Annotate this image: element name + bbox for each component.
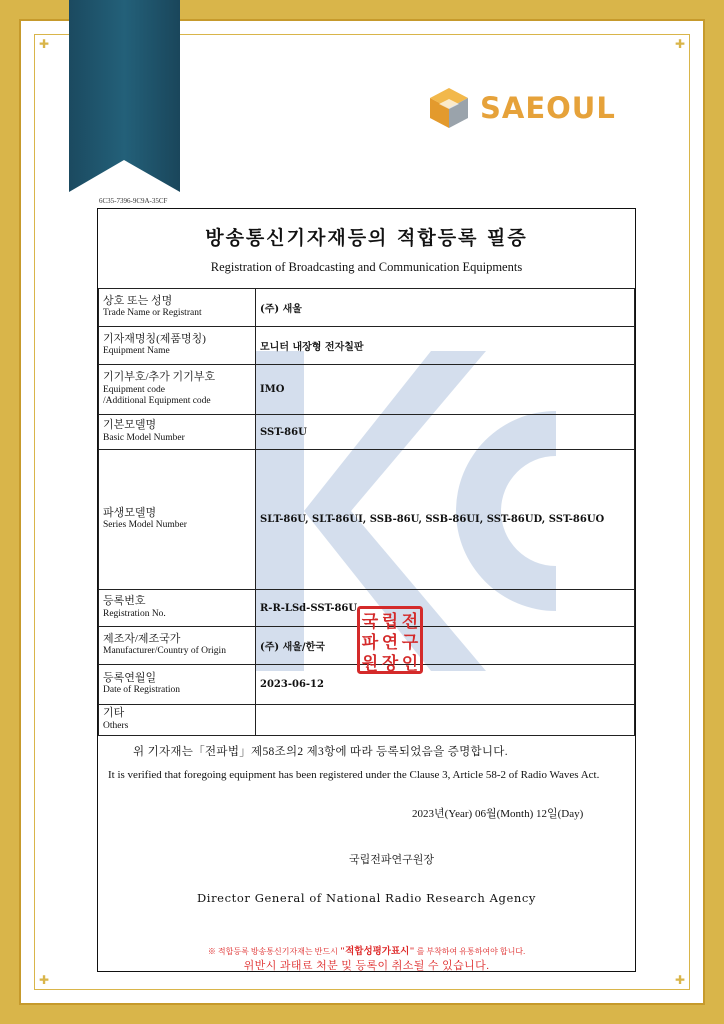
field-label bbox=[99, 450, 256, 590]
label-english: Others bbox=[103, 720, 129, 731]
svg-text:연: 연 bbox=[381, 633, 399, 653]
equipment-code-value: IMO bbox=[256, 365, 635, 415]
label-english: Equipment code bbox=[103, 384, 165, 395]
table-row bbox=[99, 365, 635, 415]
document-code: 6C35-7396-9C9A-35CF bbox=[99, 197, 168, 205]
equipment-name-value: 모니터 내장형 전자칠판 bbox=[256, 327, 635, 365]
svg-text:원: 원 bbox=[361, 654, 379, 674]
label-korean: 기자재명칭(제품명칭) bbox=[103, 332, 206, 345]
label-english: /Additional Equipment code bbox=[103, 396, 211, 407]
label-english: Registration No. bbox=[103, 608, 166, 619]
notice-line-2: 위반시 과태료 처분 및 등록이 취소될 수 있습니다. bbox=[243, 960, 490, 972]
corner-ornament: ✚ bbox=[674, 37, 686, 51]
basic-model-value: SST-86U bbox=[256, 415, 635, 450]
svg-text:구: 구 bbox=[401, 633, 419, 653]
notice-line-1 bbox=[98, 943, 635, 957]
svg-text:파: 파 bbox=[361, 633, 379, 653]
corner-ornament: ✚ bbox=[38, 37, 50, 51]
label-english: Trade Name or Registrant bbox=[103, 308, 202, 319]
issuer-korean: 국립전파연구원장 bbox=[349, 854, 435, 866]
trade-name-value: (주) 새울 bbox=[256, 289, 635, 327]
label-korean: 등록번호 bbox=[103, 595, 146, 608]
label-english: Series Model Number bbox=[103, 520, 187, 531]
notice-suffix: 를 부착하여 유통하여야 합니다. bbox=[416, 947, 526, 956]
company-logo bbox=[426, 84, 626, 132]
svg-text:장: 장 bbox=[381, 654, 399, 674]
table-row bbox=[99, 289, 635, 327]
table-row bbox=[99, 450, 635, 590]
svg-text:인: 인 bbox=[401, 654, 419, 674]
label-korean: 상호 또는 성명 bbox=[103, 294, 173, 307]
label-korean: 기기부호/추가 기기부호 bbox=[103, 370, 216, 383]
corner-ornament: ✚ bbox=[674, 973, 686, 987]
certificate-body bbox=[97, 208, 636, 972]
svg-text:립: 립 bbox=[381, 612, 399, 632]
registration-number-value: R-R-LSd-SST-86U bbox=[256, 590, 635, 627]
label-korean: 기본모델명 bbox=[103, 419, 157, 432]
others-value bbox=[256, 705, 635, 736]
field-label bbox=[99, 705, 256, 736]
table-row bbox=[99, 327, 635, 365]
registration-date-value: 2023-06-12 bbox=[256, 665, 635, 705]
statement-korean: 위 기자재는「전파법」제58조의2 제3항에 따라 등록되었음을 증명합니다. bbox=[133, 746, 508, 758]
corner-ornament: ✚ bbox=[38, 973, 50, 987]
ribbon-banner bbox=[69, 0, 180, 192]
official-seal-icon bbox=[357, 606, 423, 674]
statement-english: It is verified that foregoing equipment has been registered under the Clause 3, Article 58-2 of Radio Waves Act. bbox=[108, 769, 600, 781]
series-model-value: SLT-86U, SLT-86UI, SSB-86U, SSB-86UI, SST-86UD, SST-86UO bbox=[256, 450, 635, 590]
label-korean: 등록연월일 bbox=[103, 671, 157, 684]
svg-text:국: 국 bbox=[361, 612, 379, 632]
label-english: Date of Registration bbox=[103, 685, 181, 696]
issuer-english: Director General of National Radio Research Agency bbox=[196, 891, 537, 905]
label-korean: 제조자/제조국가 bbox=[103, 632, 181, 645]
field-label bbox=[99, 590, 256, 627]
label-english: Manufacturer/Country of Origin bbox=[103, 646, 226, 657]
field-label bbox=[99, 289, 256, 327]
field-label bbox=[99, 415, 256, 450]
certificate-title: 방송통신기자재등의 적합등록 필증 bbox=[205, 227, 528, 249]
issue-date: 2023년(Year) 06월(Month) 12일(Day) bbox=[412, 808, 584, 820]
field-label bbox=[99, 627, 256, 665]
notice-emphasis: "적합성평가표시" bbox=[339, 947, 415, 957]
notice-prefix: ※ 적합등록 방송통신기자재는 반드시 bbox=[207, 947, 338, 956]
cube-logo-icon bbox=[426, 85, 472, 131]
label-korean: 기타 bbox=[103, 707, 125, 720]
certificate-subtitle: Registration of Broadcasting and Communication Equipments bbox=[210, 260, 523, 274]
table-row bbox=[99, 705, 635, 736]
label-english: Equipment Name bbox=[103, 346, 170, 357]
manufacturer-value: (주) 새울/한국 bbox=[256, 627, 635, 665]
field-label bbox=[99, 665, 256, 705]
label-korean: 파생모델명 bbox=[103, 506, 157, 519]
label-english: Basic Model Number bbox=[103, 432, 185, 443]
company-logo-text: SAEOUL bbox=[480, 91, 616, 125]
field-label bbox=[99, 327, 256, 365]
table-row bbox=[99, 415, 635, 450]
svg-text:전: 전 bbox=[401, 612, 419, 632]
field-label bbox=[99, 365, 256, 415]
